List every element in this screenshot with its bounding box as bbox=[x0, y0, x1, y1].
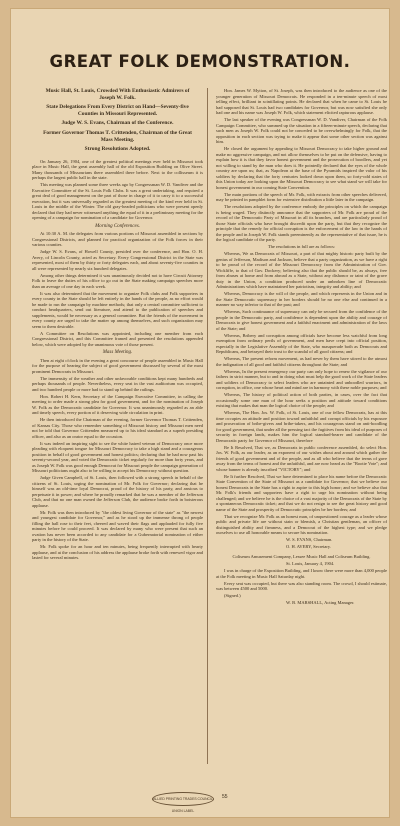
paragraph: Hon. James W. Mytton, of St. Joseph, was then introduced to the audience as one of the younger generation of Missouri Democrats. He responded in a ten-minute speech of most telling effect, brilliant in scintillating points. He declared that when he came to St. Louis he had supposed that St. Louis had two candidates for Governor, but was now satisfied she only had one and his name was Joseph W. Folk, which statement elicited rapturous applause. bbox=[216, 88, 387, 115]
heading-chairman-conference: Judge W. S. Evans, Chairman of the Conference. bbox=[61, 120, 174, 127]
resolution: Whereas, In the present emergency our party can only hope to renew the vigilance of our fathers in strict manner, but to and in doing what must help the good work of the State leaders and soldiers of Democracy to select leaders who are untainted and unboodled warriors, in corruption, in office, one whose heart and mind are in harmony with these noble purposes; and bbox=[216, 368, 387, 390]
signature-secretary: O. H. AVERY, Secretary. bbox=[286, 544, 331, 549]
paragraph: Mr. Folk was then introduced by "the oldest living Governor of the state" as "the newest and youngest candidate for Governor," and as he stood up the immense throng of people filling the hall rose to their feet, cheered and waved their flags and applauded for fully five minutes before he could proceed. It was declared by many who were present that such an ovation has never been accorded to any candidate for a Gubernatorial nomination of either party in the history of the State. bbox=[32, 509, 203, 543]
resolution: Whereas, We as Democrats of Missouri, a part of that mighty historic party built by the genius of Jefferson, Madison and Jackson, believe that a party organization, as we have a right to be proud of the record of the Missouri Democracy from the Administration of Gov. Wickliffe, to that of Gov. Dockery; believing also that the public should be, as always, free from abuses at home and from abroad as a State, without any dishonor or taint of the grave duty in the Union, a condition produced under an unbroken line of Democratic Administrations which have maintained her patriotism, integrity and ability; and bbox=[216, 251, 387, 289]
paragraph: This meeting was planned some three weeks ago by Congressman W. D. Vandiver and the Executive Committee of the St. Louis Folk Clubs. It was a great undertaking, and required a great deal of good management on the part of those in charge of it to carry it to a successful execution, but it was universally regarded as the greatest meeting of the kind ever held in St. Louis in the middle of the Winter. The old gray-headed politicians who were present openly declared that they had never witnessed anything the equal of it in a preliminary meeting for the opening of a campaign for nomination of a candidate for Governor. bbox=[32, 182, 203, 221]
footer bbox=[10, 792, 390, 813]
page-number: 55 bbox=[222, 794, 228, 800]
heading-chairman-mass-meeting: Former Governor Thomas T. Crittenden, Chairman of the Great Mass Meeting. bbox=[43, 129, 192, 143]
paragraph: Judge Given Campbell, of St. Louis, then followed with a strong speech in behalf of the citizens of St. Louis, urging the nomination of Mr. Folk for Governor; declaring that he himself was an old-time loyal Democrat, proud of the history of his party, and anxious to perpetuate it in power; and where he proudly remarked that he was a member of the Jefferson Club, and that no one man owned the Jefferson Club, the audience broke forth in boisterous applause. bbox=[32, 475, 203, 508]
paragraph: Mr. Folk spoke for an hour and ten minutes, being frequently interrupted with hearty applause, and at the conclusion of his address the applause broke forth with renewed vigor and lasted for several minutes. bbox=[32, 544, 203, 561]
paragraph: The immensity of the weather and other unfavorable conditions kept many hundreds and perhaps thousands of people. Nevertheless, every seat in the vast auditorium was occupied, and two hundred people or more had to stand up behind the railings. bbox=[32, 375, 203, 392]
paragraph: The resolutions adopted by the conference embody the principles on which the campaign is being waged. They distinctly announce that the supporters of Mr. Folk are proud of the record of the Democratic Party of Missouri in all its branches, and are particularly proud of those State officials who have brought discredit upon the party, but that they recognize the principle that the remedy for official corruption is the enforcement of the law in the hands of the people and in Joseph W. Folk stands preeminently as the representative of that issue, he is the logical candidate of the party. bbox=[216, 204, 387, 242]
paragraph: The main portions of the speech of Mr. Folk, with extracts from other speeches delivered, may be printed in pamphlet form for extensive distribution a little later in the campaign. bbox=[216, 191, 387, 202]
heading-music-hall: Music Hall, St. Louis, Crowded With Enthusiastic Admirers of Joseph W. Folk. bbox=[45, 88, 190, 101]
left-column bbox=[32, 88, 203, 562]
paragraph: Then at eight o'clock in the evening a great concourse of people assembled in Music Hall for the purpose of hearing the subject of good government discussed by several of the most prominent Democrats in Missouri. bbox=[32, 357, 203, 374]
paragraph: He closed the argument by appealing to Missouri Democracy to take higher ground and make no aggressive campaign, and not allow themselves to be put on the defensive, having to explain how it is that they favor honest government and the prosecution of boodlers, and yet not willing to stand by the man who does it. He pointedly declared that the eyes of the whole country are upon us; that, as Napoleon at the base of the Pyramids inspired the valor of his soldiers by declaring that the forty centuries looked down upon them, so forty-odd states of this Union today are looking upon the Missouri Democracy to see what stand we will take for honest government in our coming State Convention. bbox=[216, 146, 387, 190]
paragraph: Hon. Robert H. Kern, Secretary of the Campaign Executive Committee, in calling the meeting to order made a strong plea for good government, and for the nomination of Joseph W. Folk as the Democratic candidate for Governor. It was unanimously regarded as an able and timely speech, every portion of it deserving wide circulation in print. bbox=[32, 393, 203, 416]
resolution: Be It further Resolved, That we have determined to place his name before the Democratic State Convention of the State of Missouri as a candidate for Governor; that we believe our honest Democrats in the State has a right to aspire to this high honor; and we believe also that Mr. Folk's friends and supporters have a right to urge his nomination without being challenged; and we believe he is the choice of a vast majority of the Democrats of the State by a spontaneous Democratic ticket; and that we do not resign to see the great history and good name of the State and prosperity of Democratic principles be her borders; and bbox=[216, 473, 387, 512]
signed-label: (Signed.) bbox=[224, 593, 241, 598]
resolution: Whereas, Bribery and corruption among officials have become less watchful from long exemption from ordinary perils of government, and men have crept into official position, especially in the Legislative Assembly of the State, who masquerade both as Democrats and Republicans, and betrayed their trust to the scandal of all good citizens; and bbox=[216, 332, 387, 354]
subheading-morning: Morning Conferences. bbox=[95, 223, 140, 229]
paragraph: I was in charge of the Exposition Building, and I know there were more than 4,000 people at the Folk meeting in Music Hall Saturday night. bbox=[216, 568, 387, 579]
paragraph: On January 26, 1904, one of the greatest political meetings ever held in Missouri took place in Music Hall, the great assembly hall of the old Exposition Building on Olive Street. Many thousands of Missourians there assembled there before. Next to the collisseum it is perhaps the largest public hall in the state. bbox=[32, 158, 203, 181]
paragraph: Judge W. S. Evans, of Howell County, presided over the conference, and Hon. O. H. Avery, of Lincoln County, acted as Secretary. Every Congressional District in the State was represented, most of them by thirty or forty delegates each, and about seventy-five counties in all were represented by nearly six hundred delegates. bbox=[32, 249, 203, 271]
resolution: Whereas, The present reform movement, as had never by them have stirred to the utmost the indignation of all good and faithful citizens throughout the State; and bbox=[216, 356, 387, 367]
resolution: Whereas, Such continuance of supremacy can only be secured from the confidence of the people in the Democratic party, and confidence is dependent upon the ability and courage of Democrats to give honest government and a faithful enactment and administration of the laws of the State; and bbox=[216, 309, 387, 331]
paragraph: At 10:30 A. M. the delegates from various portions of Missouri assembled in sections by Congressional Districts, and planned for practical organization of the Folk forces in their various counties. bbox=[32, 231, 203, 248]
paragraph: It was indeed an inspiring sight to see the white haired veteran of Democracy once more pleading with eloquent tongue for Missouri Democracy to take a high stand and a courageous position in behalf of good government and honest politics; declaring that he had now past his seventy-second year, and voted the Democratic ticket regularly for more than forty years, and as Joseph W. Folk was good enough Democrat for Missouri people the campaign generation of Missouri politicians ought also to be willing to accept his Democracy without question. bbox=[32, 440, 203, 474]
paragraph: He then introduced the Chairman of the evening, former Governor Thomas T. Crittenden, of Kansas City. Those who remember something of Missouri history and Missouri men need not be told that Governor Crittenden measured up to his ideal standard as a superb presiding officer, and also as an orator equal to the occasion. bbox=[32, 417, 203, 439]
union-label: ALLIED PRINTING TRADES COUNCIL UNION LABEL bbox=[152, 792, 214, 806]
column-divider bbox=[207, 88, 208, 764]
paragraph: Among other things determined it was unanimously decided not to have Circuit Attorney Folk to leave the duties of his office to go out in the State making campaign speeches more than an average of one day in each week. bbox=[32, 272, 203, 289]
document-title: GREAT FOLK DEMONSTRATION. bbox=[49, 52, 351, 71]
resolution: Whereas, Democracy is the will of the people, and which represents in the Union and in the State Democratic supremacy in her borders should be no one else and continued in a manner no way inferior to that of the past; and bbox=[216, 291, 387, 307]
heading-delegations: State Delegations From Every District on Hand—Seventy-five Counties in Missouri Represented. bbox=[46, 104, 189, 117]
paragraph: The last speaker of the evening was Congressman W. D. Vandiver, Chairman of the Folk Campaign Committee, who summed up the situation in a fifteen-minute speech, declaring that such men as Joseph W. Folk could not be conceded to be overwhelmingly for Folk, that the opposition in each section was trying to make it appear that some other section was against him. bbox=[216, 117, 387, 144]
resolution: That we recognize Mr. Folk as an honest man, of unquestioned courage as a leader whose public and private life are without stain or blemish, a Christian gentleman, an officer of distinguished ability and firmness, and a Democrat of the highest type; and we pledge ourselves to use all honorable means to secure his nomination. bbox=[216, 513, 387, 535]
resolution: Whereas, The Hon. Jos. W. Folk, of St. Louis, one of our fellow Democrats, has at this time occupies an attitude and position toward unfaithful and corrupt officials by his exposure and prosecution of bribe-givers and bribe-takers, and his courageous stand on anti-boodling for good government, that under all the pressing tact the fugitives from his ideal of purposes of security in foreign lands, makes him the logical standard-bearer and candidate of the Democratic party for Governor of Missouri, therefore bbox=[216, 410, 387, 443]
document-page bbox=[10, 8, 390, 818]
heading-resolutions: Strong Resolutions Adopted. bbox=[84, 146, 151, 153]
signature-manager: W. B. MARSHALL, Acting Manager. bbox=[286, 600, 355, 605]
subheading-mass-meeting: Mass Meeting. bbox=[102, 350, 133, 356]
letter-date: St. Louis, January 4, 1904. bbox=[286, 561, 335, 566]
paragraph: Every seat was occupied, but there was also standing room. The crowd, I should estimate, was between 4500 and 5000. bbox=[216, 580, 387, 591]
paragraph: A Committee on Resolutions was appointed, including one member from each Congressional District, and this Committee framed and presented the resolutions appended below, which were adopted by the unanimous vote of those present. bbox=[32, 330, 203, 347]
resolutions-intro: The resolutions in full are as follows: bbox=[267, 244, 336, 249]
resolution: Whereas, The history of political action of both parties, in cases, over the fact that occasionally some one man of the hour seeks a position and attitude toward conditions existing that makes that man the logical choice of the people; and bbox=[216, 392, 387, 408]
right-column bbox=[216, 88, 387, 607]
letter-heading: Coliseum Amusement Company, Lessee Music Hall and Coliseum Building. bbox=[232, 554, 371, 559]
resolution: Be It Resolved, That we, as Democrats in public conference assembled, do select Hon. Jos. W. Folk, as our leader, as an exponent of our wishes about and around which gather the friends of good government and of the people, and as all who believe that the terms of gave away from the terms of honest and the unfaithful, and are now heard as the "Bootie Vote"; and whose banner is already inscribed "VICTORY"; and bbox=[216, 444, 387, 472]
signature-chairman: W. S. EVANS, Chairman. bbox=[286, 537, 333, 542]
paragraph: It was also determined that the movement to organize Folk clubs and Folk supporters in every county in the State should be left entirely in the hands of the people, as no effort would be made to run the campaign by machine methods; that only a central committee sufficient to conduct headquarters, send out literature, and attend to the publication of speeches and supplements, would be necessary as a general committee. But the friends of the movement in every county are urged to take the matter up among themselves, and such organization may seem to them desirable. bbox=[32, 290, 203, 329]
